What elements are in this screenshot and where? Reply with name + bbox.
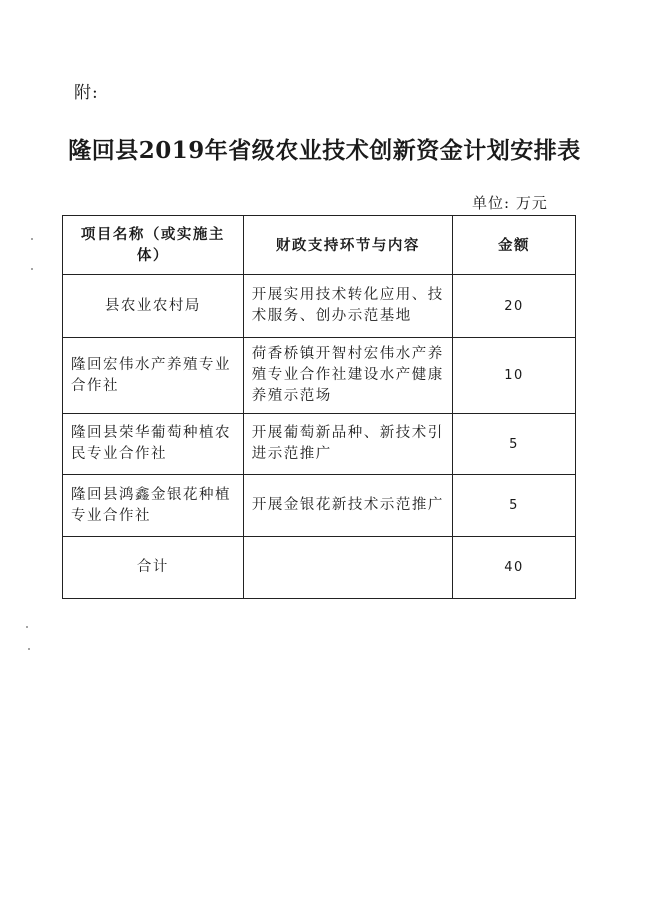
row-project-name: 隆回县荣华葡萄种植农民专业合作社 [63,414,244,475]
unit-label: 单位: 万元 [472,194,548,212]
scan-speck [31,268,33,270]
table-row [63,414,576,475]
scan-speck [31,238,33,240]
total-amount: 40 [453,537,576,599]
row-support-content: 荷香桥镇开智村宏伟水产养殖专业合作社建设水产健康养殖示范场 [243,338,452,414]
header-project-name: 项目名称（或实施主体） [63,216,244,275]
row-project-name: 隆回县鸿鑫金银花种植专业合作社 [63,475,244,537]
row-amount: 10 [453,338,576,414]
header-support-content: 财政支持环节与内容 [243,216,452,275]
document-title: 隆回县2019年省级农业技术创新资金计划安排表 [68,137,581,164]
attachment-label: 附: [74,83,99,103]
row-project-name: 隆回宏伟水产养殖专业合作社 [63,338,244,414]
funding-plan-table [62,215,576,599]
row-amount: 5 [453,414,576,475]
row-support-content: 开展实用技术转化应用、技术服务、创办示范基地 [243,275,452,338]
total-label: 合计 [63,537,244,599]
table-total-row [63,537,576,599]
row-amount: 5 [453,475,576,537]
row-support-content: 开展葡萄新品种、新技术引进示范推广 [243,414,452,475]
row-project-name: 县农业农村局 [63,275,244,338]
table-row [63,338,576,414]
table-row [63,275,576,338]
table-header-row [63,216,576,275]
header-amount: 金额 [453,216,576,275]
table-row [63,475,576,537]
scan-speck [28,648,30,650]
total-content [243,537,452,599]
row-amount: 20 [453,275,576,338]
scan-speck [26,626,28,628]
row-support-content: 开展金银花新技术示范推广 [243,475,452,537]
